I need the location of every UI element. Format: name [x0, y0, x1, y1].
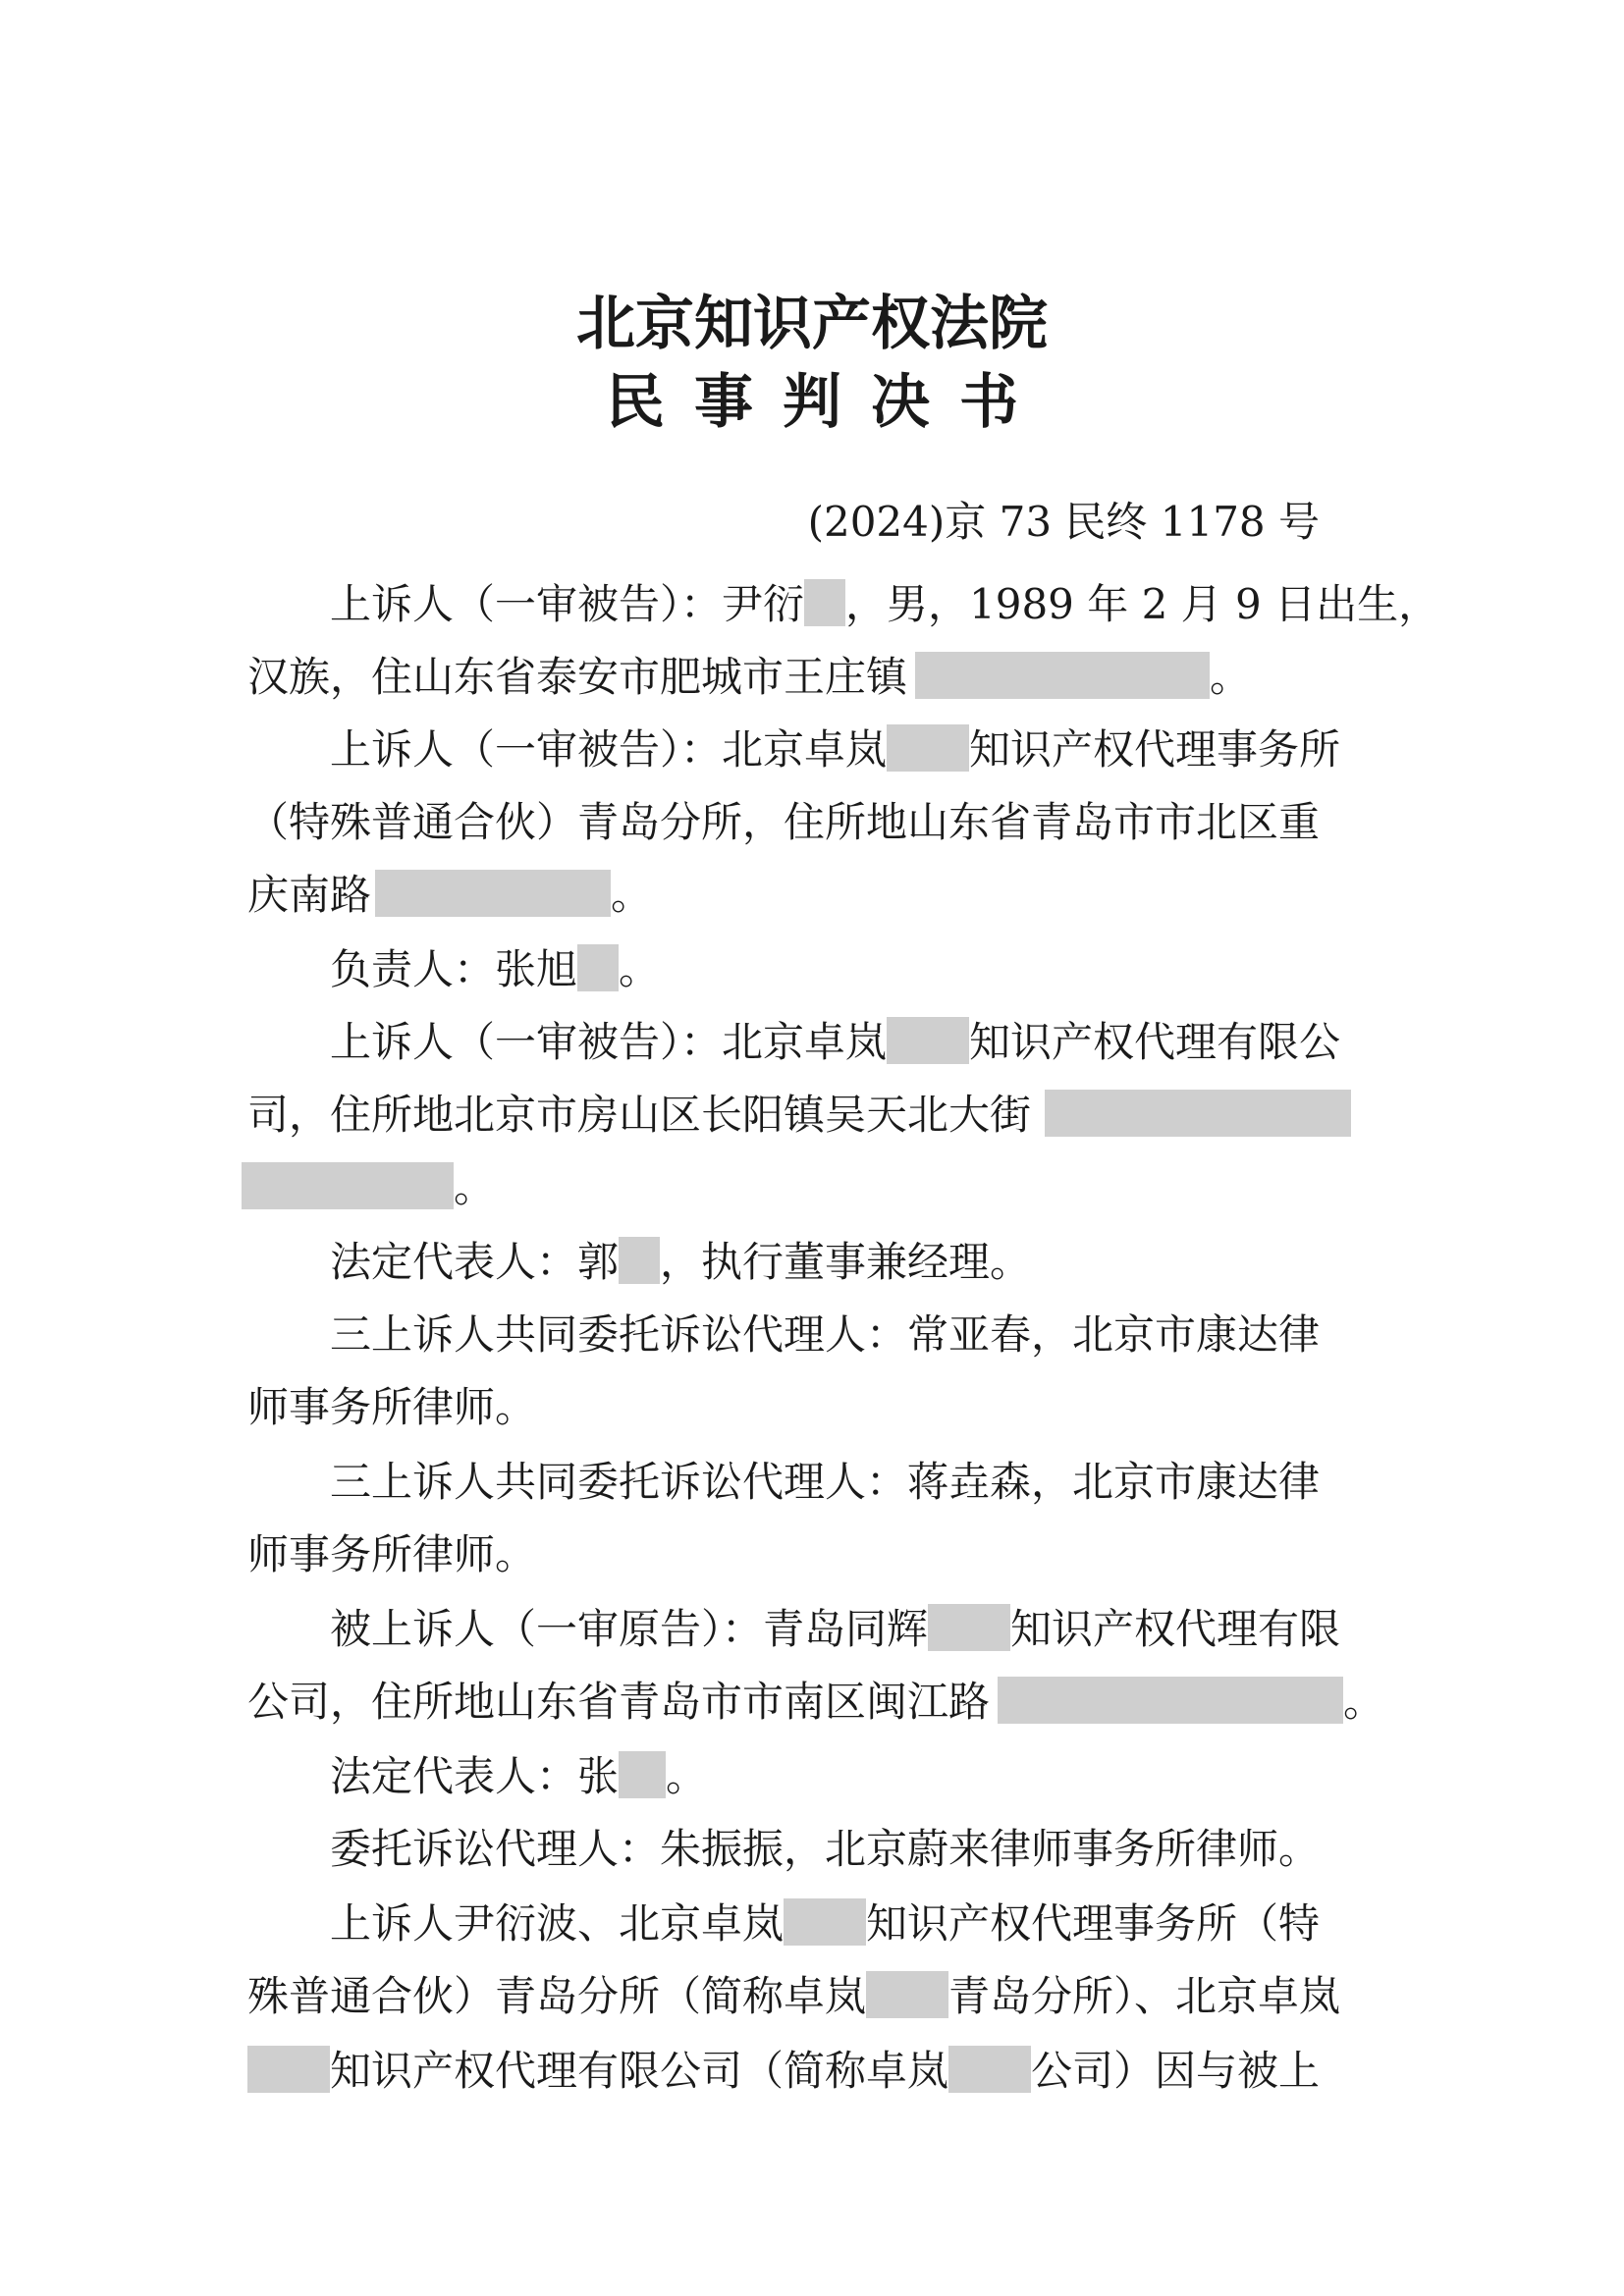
- body-line: [242, 1158, 495, 1217]
- appellant-1-text: 上诉人（一审被告）：尹衍: [330, 580, 805, 628]
- redaction-block: [915, 652, 1210, 699]
- redaction-block: [619, 1751, 666, 1798]
- punctuation: 。: [619, 945, 661, 993]
- appellant-3-text: 上诉人（一审被告）：北京卓岚: [330, 1018, 888, 1066]
- redaction-block: [577, 944, 619, 991]
- agent-2: 三上诉人共同委托诉讼代理人：蒋垚森，北京市康达律: [330, 1458, 1321, 1506]
- body-line: [247, 1673, 1384, 1732]
- punctuation: 。: [454, 1163, 496, 1211]
- redaction-block: [619, 1237, 660, 1284]
- agent-1-cont: 师事务所律师。: [247, 1383, 537, 1431]
- appellee-address: 公司，住所地山东省青岛市市南区闽江路: [247, 1678, 991, 1726]
- appellant-3-text-cont: 知识产权代理有限公: [969, 1018, 1341, 1066]
- body-line: [330, 721, 1340, 779]
- redaction-block: [866, 1971, 948, 2018]
- summary-text-2-cont: 青岛分所）、北京卓岚: [948, 1972, 1341, 2020]
- redaction-block: [948, 2046, 1031, 2093]
- body-line: [247, 1086, 1351, 1145]
- agent-2-cont: 师事务所律师。: [247, 1530, 537, 1578]
- body-line: [330, 575, 1439, 634]
- legal-representative: 法定代表人：郭: [330, 1238, 620, 1286]
- body-line: [247, 2042, 1320, 2101]
- punctuation: 。: [666, 1752, 708, 1800]
- responsible-person: 负责人：张旭: [330, 945, 578, 993]
- punctuation: 。: [1210, 653, 1252, 701]
- summary-text-cont: 知识产权代理事务所（特: [866, 1899, 1321, 1948]
- redaction-block: [242, 1162, 454, 1209]
- summary-text: 上诉人尹衍波、北京卓岚: [330, 1899, 785, 1948]
- body-line: [330, 1233, 1031, 1292]
- body-line: [247, 1525, 536, 1584]
- body-line: [330, 1820, 1320, 1879]
- summary-text-3: 知识产权代理有限公司（简称卓岚: [330, 2047, 949, 2095]
- redaction-block: [375, 870, 611, 917]
- redaction-block: [247, 2046, 330, 2093]
- appellant-1-address: 汉族，住山东省泰安市肥城市王庄镇: [247, 653, 908, 701]
- body-line: [247, 866, 652, 925]
- case-number: (2024)京 73 民终 1178 号: [807, 498, 1320, 546]
- legal-representative-title: ，执行董事兼经理。: [660, 1238, 1032, 1286]
- appellant-1-details: ，男，1989 年 2 月 9 日出生，: [845, 580, 1440, 628]
- punctuation: 。: [1343, 1678, 1385, 1726]
- body-line: [247, 648, 1251, 707]
- redaction-block: [784, 1898, 866, 1946]
- appellant-3-address: 司，住所地北京市房山区长阳镇吴天北大街: [247, 1091, 1032, 1139]
- appellee-text: 被上诉人（一审原告）：青岛同辉: [330, 1605, 929, 1653]
- redaction-block: [887, 1017, 969, 1064]
- body-line: [330, 940, 660, 999]
- appellant-2-address-cont: 庆南路: [247, 871, 372, 919]
- appellant-2-address: （特殊普通合伙）青岛分所，住所地山东省青岛市市北区重: [247, 798, 1321, 846]
- appellant-2-text-cont: 知识产权代理事务所: [969, 725, 1341, 774]
- redaction-block: [928, 1604, 1010, 1651]
- redaction-block: [998, 1677, 1343, 1724]
- body-line: [330, 1895, 1320, 1953]
- appellant-2-text: 上诉人（一审被告）：北京卓岚: [330, 725, 888, 774]
- body-line: [247, 793, 1320, 852]
- summary-text-3-cont: 公司）因与被上: [1031, 2047, 1321, 2095]
- summary-text-2: 殊普通合伙）青岛分所（简称卓岚: [247, 1972, 867, 2020]
- redaction-block: [887, 724, 969, 772]
- body-line: [330, 1453, 1320, 1512]
- appellee-text-cont: 知识产权代理有限: [1010, 1605, 1341, 1653]
- agent-1: 三上诉人共同委托诉讼代理人：常亚春，北京市康达律: [330, 1310, 1321, 1359]
- court-name: 北京知识产权法院: [576, 290, 1048, 358]
- appellee-legal-representative: 法定代表人：张: [330, 1752, 620, 1800]
- body-line: [330, 1747, 707, 1806]
- body-line: [330, 1013, 1340, 1072]
- document-type-title: 民事判决书: [606, 368, 1048, 437]
- body-line: [247, 1378, 536, 1437]
- punctuation: 。: [611, 871, 653, 919]
- body-line: [247, 1967, 1340, 2026]
- body-line: [330, 1600, 1340, 1659]
- appellee-agent: 委托诉讼代理人：朱振振，北京蔚来律师事务所律师。: [330, 1825, 1321, 1873]
- body-line: [330, 1306, 1320, 1364]
- redaction-block: [1045, 1090, 1351, 1137]
- redaction-block: [804, 579, 845, 626]
